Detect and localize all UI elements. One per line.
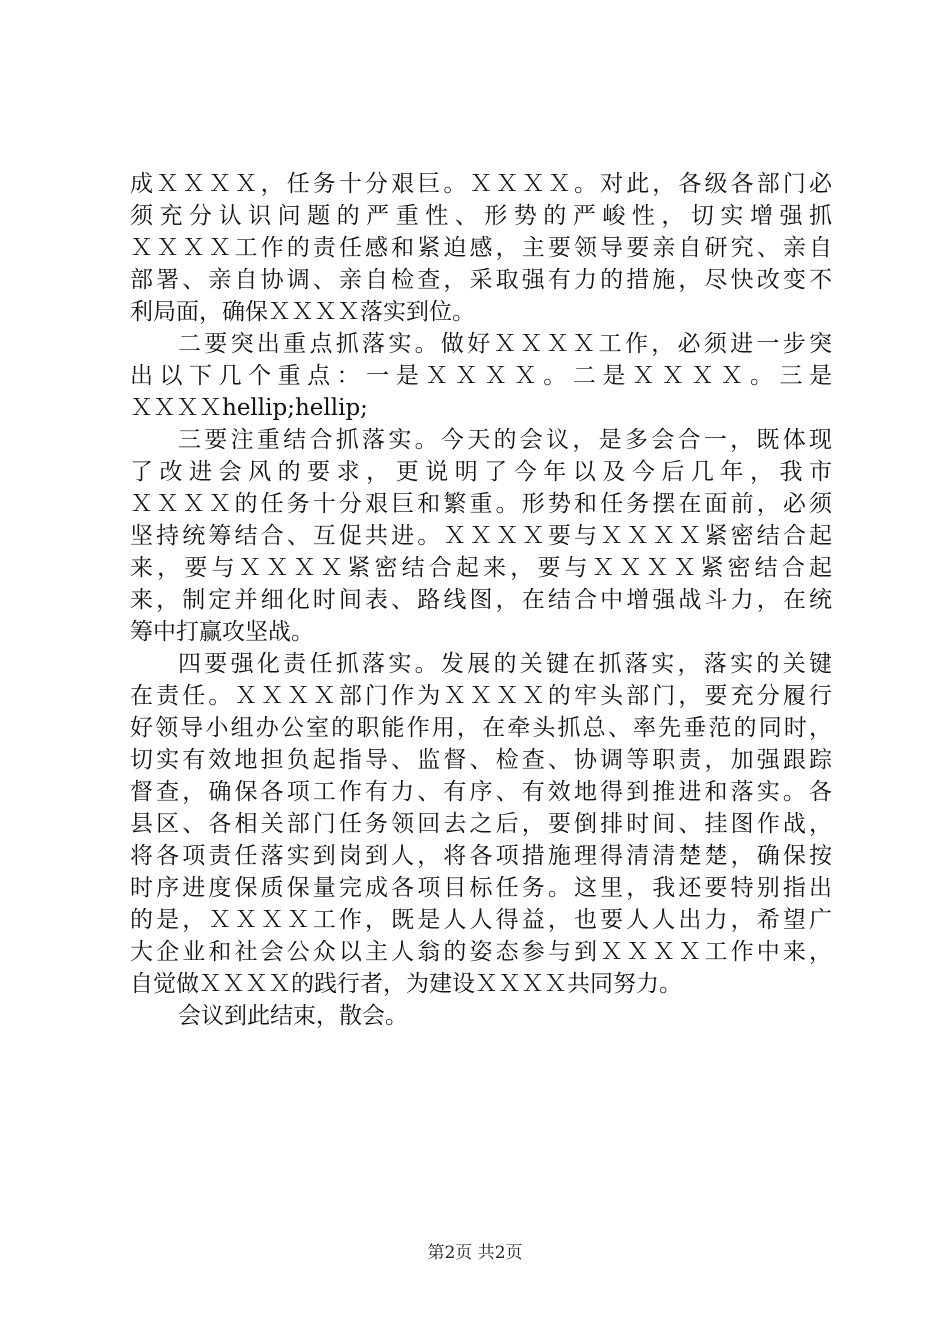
text-line: 须充分认识问题的严重性、形势的严峻性，切实增强抓 xyxy=(130,203,832,229)
text-line: 利局面，确保ＸＸＸＸ落实到位。 xyxy=(130,299,475,325)
document-body xyxy=(130,168,832,1032)
text-line: 部署、亲自协调、亲自检查，采取强有力的措施，尽快改变不 xyxy=(130,267,832,293)
text-line: 县区、各相关部门任务领回去之后，要倒排时间、挂图作战， xyxy=(130,811,832,837)
paragraph-first-line: 会议到此结束，散会。 xyxy=(178,1003,408,1029)
text-line: 大企业和社会公众以主人翁的姿态参与到ＸＸＸＸ工作中来， xyxy=(130,939,832,965)
text-line: 好领导小组办公室的职能作用，在牵头抓总、率先垂范的同时， xyxy=(130,715,832,741)
text-line: 了改进会风的要求，更说明了今年以及今后几年，我市 xyxy=(130,459,832,485)
text-line: 将各项责任落实到岗到人，将各项措施理得清清楚楚，确保按 xyxy=(130,843,832,869)
text-line: 在责任。ＸＸＸＸ部门作为ＸＸＸＸ的牢头部门，要充分履行 xyxy=(130,683,832,709)
text-line: 自觉做ＸＸＸＸ的践行者，为建设ＸＸＸＸ共同努力。 xyxy=(130,971,682,997)
text-line: ＸＸＸＸ工作的责任感和紧迫感，主要领导要亲自研究、亲自 xyxy=(130,235,832,261)
text-line: 时序进度保质保量完成各项目标任务。这里，我还要特别指出 xyxy=(130,875,832,901)
text-line: 成ＸＸＸＸ，任务十分艰巨。ＸＸＸＸ。对此，各级各部门必 xyxy=(130,171,832,197)
text-line: 督查，确保各项工作有力、有序、有效地得到推进和落实。各 xyxy=(130,779,832,805)
paragraph-first-line: 二要突出重点抓落实。做好ＸＸＸＸ工作，必须进一步突 xyxy=(178,331,832,357)
text-line: ＸＸＸＸhellip;hellip; xyxy=(130,395,368,421)
text-line: 的是，ＸＸＸＸ工作，既是人人得益，也要人人出力，希望广 xyxy=(130,907,832,933)
page-number-footer: 第2页 共2页 xyxy=(427,1243,523,1263)
text-line: 来，要与ＸＸＸＸ紧密结合起来，要与ＸＸＸＸ紧密结合起 xyxy=(130,555,832,581)
text-line: 出以下几个重点：一是ＸＸＸＸ。二是ＸＸＸＸ。三是 xyxy=(130,363,832,389)
text-line: ＸＸＸＸ的任务十分艰巨和繁重。形势和任务摆在面前，必须 xyxy=(130,491,832,517)
text-line: 筹中打赢攻坚战。 xyxy=(130,619,314,645)
paragraph-first-line: 四要强化责任抓落实。发展的关键在抓落实，落实的关键 xyxy=(178,651,832,677)
text-line: 来，制定并细化时间表、路线图，在结合中增强战斗力，在统 xyxy=(130,587,832,613)
text-line: 坚持统筹结合、互促共进。ＸＸＸＸ要与ＸＸＸＸ紧密结合起 xyxy=(130,523,832,549)
paragraph-first-line: 三要注重结合抓落实。今天的会议，是多会合一，既体现 xyxy=(178,427,832,453)
text-line: 切实有效地担负起指导、监督、检查、协调等职责，加强跟踪 xyxy=(130,747,832,773)
